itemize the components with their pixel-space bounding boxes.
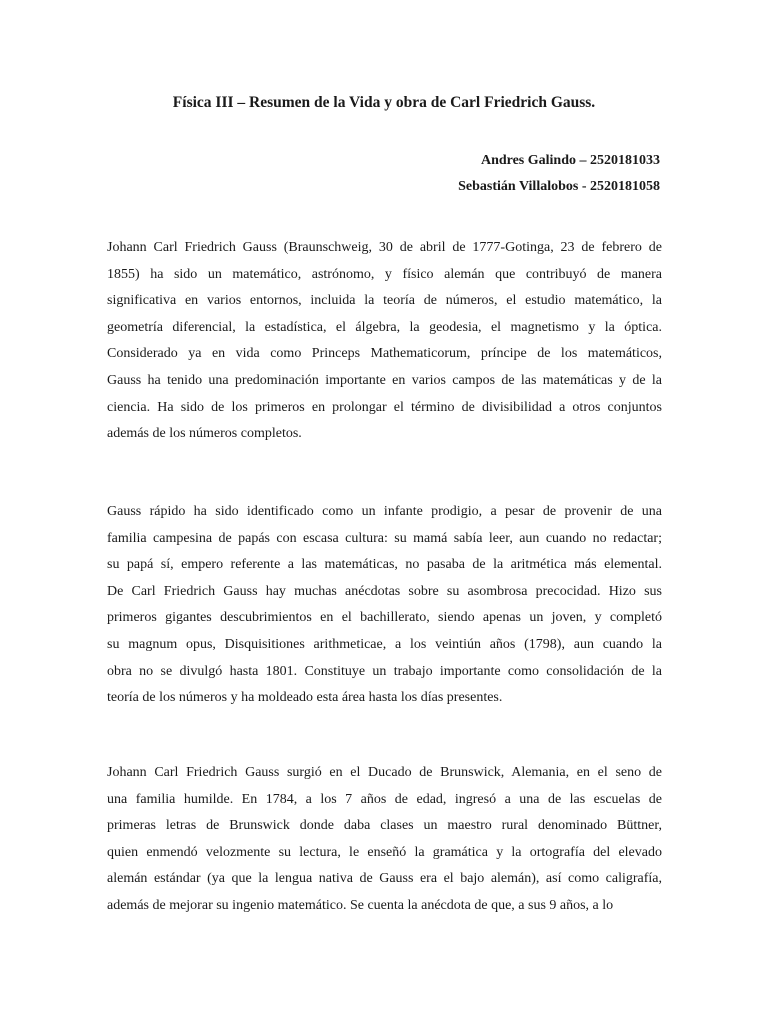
text-line: una familia humilde. En 1784, a los 7 años de edad, ingresó a una de las escuelas de [107, 791, 662, 807]
text-line: Gauss ha tenido una predominación importante en varios campos de las matemáticas y de la [107, 372, 662, 388]
author-name: Sebastián Villalobos - 2520181058 [458, 179, 660, 194]
text-line: Considerado ya en vida como Princeps Mathematicorum, príncipe de los matemáticos, [107, 346, 662, 362]
text-line: ciencia. Ha sido de los primeros en prolongar el término de divisibilidad a otros conjuntos [107, 399, 662, 415]
text-line: su papá sí, empero referente a las matemáticas, no pasaba de la aritmética más elemental. [107, 557, 662, 573]
paragraph-1 [107, 235, 662, 448]
text-line: primeros gigantes descubrimientos en el bachillerato, siendo apenas un joven, y completó [107, 610, 662, 626]
text-line: su magnum opus, Disquisitiones arithmeticae, a los veintiún años (1798), aun cuando la [107, 636, 662, 652]
text-line: primeras letras de Brunswick donde daba clases un maestro rural denominado Büttner, [107, 818, 662, 834]
text-line: Johann Carl Friedrich Gauss (Braunschweig, 30 de abril de 1777-Gotinga, 23 de febrero de [107, 240, 662, 255]
text-line: significativa en varios entornos, incluida la teoría de números, el estudio matemático, la [107, 293, 662, 309]
text-line: teoría de los números y ha moldeado esta área hasta los días presentes. [107, 690, 503, 706]
text-line: De Carl Friedrich Gauss hay muchas anécdotas sobre su asombrosa precocidad. Hizo sus [107, 583, 662, 599]
text-line: obra no se divulgó hasta 1801. Constituye un trabajo importante como consolidación de la [107, 663, 662, 679]
text-line: además de mejorar su ingenio matemático. Se cuenta la anécdota de que, a sus 9 años, a lo [107, 897, 614, 913]
text-line: Johann Carl Friedrich Gauss surgió en el Ducado de Brunswick, Alemania, en el seno de [107, 765, 662, 780]
author-name: Andres Galindo – 2520181033 [480, 153, 660, 168]
text-line: además de los números completos. [107, 426, 302, 442]
document-title: Física III – Resumen de la Vida y obra de Carl Friedrich Gauss. [172, 94, 596, 111]
paragraph-3 [107, 760, 662, 920]
text-line: quien enmendó velozmente su lectura, le enseñó la gramática y la ortografía del elevado [107, 844, 662, 860]
paragraph-2 [107, 499, 662, 712]
author-list [458, 148, 660, 200]
text-line: 1855) ha sido un matemático, astrónomo, y físico alemán que contribuyó de manera [107, 266, 662, 282]
text-line: Gauss rápido ha sido identificado como un infante prodigio, a pesar de provenir de una [107, 504, 662, 519]
text-line: familia campesina de papás con escasa cultura: su mamá sabía leer, aun cuando no redactar; [107, 530, 662, 546]
text-line: geometría diferencial, la estadística, el álgebra, la geodesia, el magnetismo y la óptica. [107, 319, 662, 335]
text-line: alemán estándar (ya que la lengua nativa de Gauss era el bajo alemán), así como caligrafía, [107, 871, 662, 887]
